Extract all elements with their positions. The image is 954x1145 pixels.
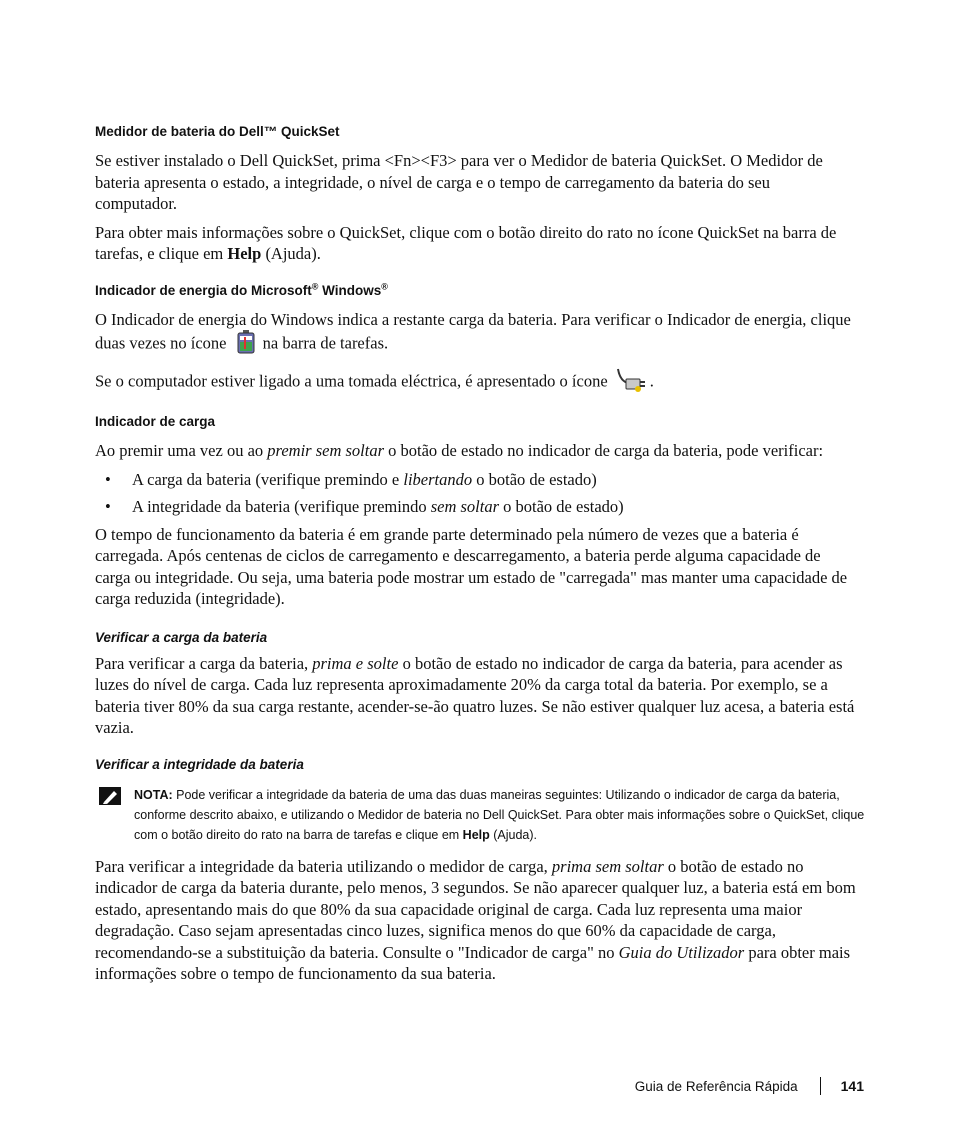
battery-icon	[237, 330, 255, 360]
bullet-1-text-b: o botão de estado)	[472, 469, 597, 489]
bullet-1-text-a: A carga da bateria (verifique premindo e	[132, 469, 404, 489]
footer-divider	[820, 1077, 821, 1095]
charge-bullet-list	[95, 469, 865, 518]
windows-p1-text-b: na barra de tarefas.	[262, 333, 389, 353]
registered-mark: ®	[311, 281, 319, 291]
bullet-2-text-a: A integridade da bateria (verifique premindo	[132, 497, 431, 516]
battery-lifetime-paragraph: O tempo de funcionamento da bateria é em grande parte determinado pela número de vezes que a bateria é carregada. Após centenas de ciclos de carregamento e descarregamento, a bateria perde alguma capacidade de carga ou integridade. Ou seja, uma bateria pode mostrar um estado de "carregada" mas manter uma capacidade de carga reduzida (integridade).	[95, 524, 848, 608]
heading-windows-a: Indicador de energia do Microsoft	[95, 282, 312, 298]
charge-intro-a: Ao premir uma vez ou ao	[95, 441, 268, 460]
windows-p2-text-b: .	[649, 371, 654, 391]
check-charge-a: Para verificar a carga da bateria,	[95, 653, 313, 673]
ac-plug-icon	[616, 367, 648, 399]
charge-intro-italic: premir sem soltar	[267, 441, 385, 460]
bullet-marker: •	[105, 469, 111, 489]
page-number: 141	[840, 1078, 864, 1094]
list-item	[95, 496, 865, 518]
heading-windows-power	[95, 283, 865, 298]
check-charge-italic: prima e solte	[312, 653, 399, 673]
note-text-b: (Ajuda).	[489, 827, 538, 842]
charge-intro-b: o botão de estado no indicador de carga da bateria, pode verificar:	[384, 441, 824, 460]
check-health-c: para obter mais informações sobre o tempo de funcionamento da sua bateria.	[95, 942, 851, 983]
quickset-p2-text-a: Para obter mais informações sobre o QuickSet, clique com o botão direito do rato no ícone QuickSet na barra de tarefas, e clique em	[95, 222, 837, 263]
heading-windows-b: Windows	[318, 282, 382, 298]
page-footer	[635, 1077, 864, 1095]
pencil-note-icon	[99, 787, 121, 805]
check-charge-paragraph	[95, 653, 857, 739]
bullet-1-italic: libertando	[403, 469, 473, 489]
registered-mark-2: ®	[381, 281, 388, 291]
heading-check-health: Verificar a integridade da bateria	[95, 756, 304, 772]
check-health-a: Para verificar a integridade da bateria utilizando o medidor de carga,	[95, 856, 552, 876]
note-text-a: Pode verificar a integridade da bateria de uma das duas maneiras seguintes: Utilizando o indicador de carga da bateria, conforme descrito abaixo, e utilizando o Medidor de bateria no Dell QuickSet. Para obter mais informações sobre o QuickSet, clique com o botão direito do rato na barra de tarefas e clique em	[134, 787, 865, 842]
document-page	[95, 122, 865, 985]
windows-p1-text-a: O Indicador de energia do Windows indica a restante carga da bateria. Para verificar o Indicador de energia, clique duas vezes no ícone	[95, 309, 851, 353]
note-text	[134, 785, 865, 845]
heading-quickset: Medidor de bateria do Dell™ QuickSet	[95, 124, 340, 139]
heading-charge-indicator: Indicador de carga	[95, 414, 216, 429]
charge-intro	[95, 440, 865, 462]
windows-paragraph-1	[95, 309, 865, 360]
bullet-2-italic: sem soltar	[430, 497, 500, 516]
note-label: NOTA:	[134, 787, 173, 802]
windows-p2-text-a: Se o computador estiver ligado a uma tomada eléctrica, é apresentado o ícone	[95, 371, 608, 391]
quickset-paragraph-1: Se estiver instalado o Dell QuickSet, prima <Fn><F3> para ver o Medidor de bateria QuickSet. O Medidor de bateria apresenta o estado, a integridade, o nível de carga e o tempo de carregamento da bateria do seu computador.	[95, 151, 823, 213]
heading-check-charge: Verificar a carga da bateria	[95, 629, 268, 645]
windows-paragraph-2	[95, 367, 865, 399]
note-help-bold: Help	[462, 827, 490, 842]
footer-title: Guia de Referência Rápida	[634, 1078, 798, 1094]
help-bold: Help	[227, 244, 262, 263]
check-health-italic: prima sem soltar	[551, 856, 664, 876]
bullet-2-text-b: o botão de estado)	[499, 497, 624, 516]
quickset-paragraph-2	[95, 222, 865, 265]
note-box	[95, 785, 865, 845]
user-guide-italic: Guia do Utilizador	[618, 942, 745, 962]
check-health-paragraph	[95, 856, 857, 985]
quickset-p2-text-b: (Ajuda).	[261, 244, 321, 263]
check-charge-b: o botão de estado no indicador de carga da bateria, para acender as luzes do nível de carga. Cada luz representa aproximadamente 20% da carga total da bateria. Por exemplo, se a bateria tiver 80% da sua carga restante, acender-se-ão quatro luzes. Se não estiver qualquer luz acesa, a bateria está vazia.	[95, 653, 855, 737]
list-item	[95, 469, 865, 491]
check-health-b: o botão de estado no indicador de carga da bateria durante, pelo menos, 3 segundos. Se não aparecer qualquer luz, a bateria está em bom estado, apresentando mais do que 80% da sua capacidade original de carga. Cada luz representa uma maior degradação. Caso sejam apresentadas cinco luzes, significa menos do que 60% da capacidade de carga, recomendando-se a substituição da bateria. Consulte o "Indicador de carga" no	[95, 856, 856, 962]
bullet-marker: •	[105, 497, 111, 516]
